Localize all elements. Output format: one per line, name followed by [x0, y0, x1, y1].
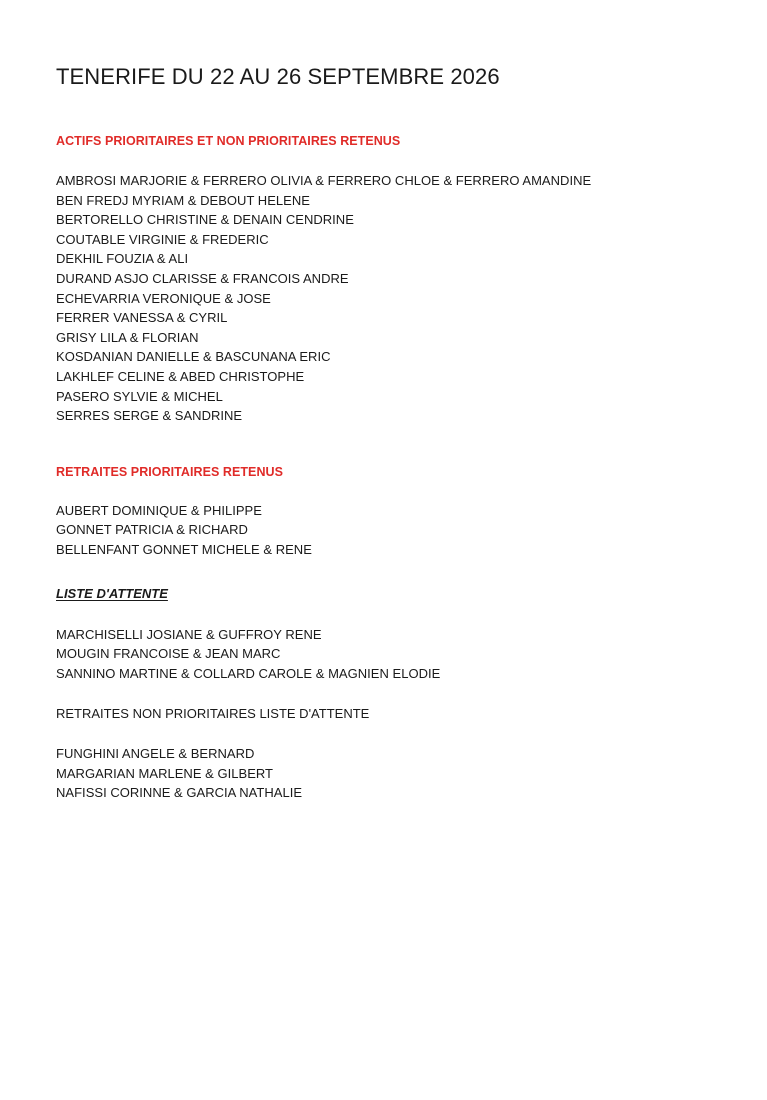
list-item: MARCHISELLI JOSIANE & GUFFROY RENE: [56, 626, 322, 642]
list-item: DEKHIL FOUZIA & ALI: [56, 251, 189, 267]
subheading-liste-attente: LISTE D'ATTENTE: [56, 585, 168, 601]
list-item: GONNET PATRICIA & RICHARD: [56, 522, 248, 538]
spacer: [56, 149, 711, 171]
name-list-actifs: [56, 171, 711, 426]
subheading-retraites-non-prioritaires: RETRAITES NON PRIORITAIRES LISTE D'ATTENTE: [56, 706, 370, 722]
section-heading-actifs: ACTIFS PRIORITAIRES ET NON PRIORITAIRES RETENUS: [56, 134, 401, 148]
list-item: BEN FREDJ MYRIAM & DEBOUT HELENE: [56, 192, 310, 208]
spacer: [56, 560, 711, 585]
list-item: LAKHLEF CELINE & ABED CHRISTOPHE: [56, 368, 305, 384]
list-item: MARGARIAN MARLENE & GILBERT: [56, 765, 274, 781]
name-list-retraites-non-prioritaires: [56, 744, 711, 803]
list-item: GRISY LILA & FLORIAN: [56, 329, 199, 345]
list-item: SERRES SERGE & SANDRINE: [56, 408, 243, 424]
list-item: NAFISSI CORINNE & GARCIA NATHALIE: [56, 785, 303, 801]
spacer: [56, 603, 711, 625]
spacer: [56, 480, 711, 501]
spacer: [56, 722, 711, 744]
list-item: COUTABLE VIRGINIE & FREDERIC: [56, 231, 269, 247]
list-item: SANNINO MARTINE & COLLARD CAROLE & MAGNIEN ELODIE: [56, 665, 441, 681]
section-actifs: [56, 133, 711, 426]
list-item: KOSDANIAN DANIELLE & BASCUNANA ERIC: [56, 349, 331, 365]
list-item: BELLENFANT GONNET MICHELE & RENE: [56, 541, 312, 557]
section-retraites-prioritaires: [56, 464, 711, 803]
list-item: PASERO SYLVIE & MICHEL: [56, 388, 223, 404]
page-title: TENERIFE DU 22 AU 26 SEPTEMBRE 2026: [56, 64, 500, 89]
name-list-retraites-prioritaires: [56, 501, 711, 560]
list-item: DURAND ASJO CLARISSE & FRANCOIS ANDRE: [56, 270, 349, 286]
name-list-liste-attente: [56, 625, 711, 684]
list-item: FUNGHINI ANGELE & BERNARD: [56, 746, 255, 762]
spacer: [56, 683, 711, 705]
subheading-liste-attente-wrapper: [56, 585, 711, 603]
list-item: MOUGIN FRANCOISE & JEAN MARC: [56, 646, 281, 662]
list-item: ECHEVARRIA VERONIQUE & JOSE: [56, 290, 271, 306]
section-heading-retraites-prioritaires: RETRAITES PRIORITAIRES RETENUS: [56, 464, 283, 479]
list-item: BERTORELLO CHRISTINE & DENAIN CENDRINE: [56, 212, 354, 228]
spacer: [56, 91, 711, 133]
spacer: [56, 426, 711, 464]
list-item: AUBERT DOMINIQUE & PHILIPPE: [56, 502, 262, 518]
list-item: AMBROSI MARJORIE & FERRERO OLIVIA & FERRERO CHLOE & FERRERO AMANDINE: [56, 173, 592, 188]
list-item: FERRER VANESSA & CYRIL: [56, 310, 228, 326]
document-body: [56, 63, 711, 803]
